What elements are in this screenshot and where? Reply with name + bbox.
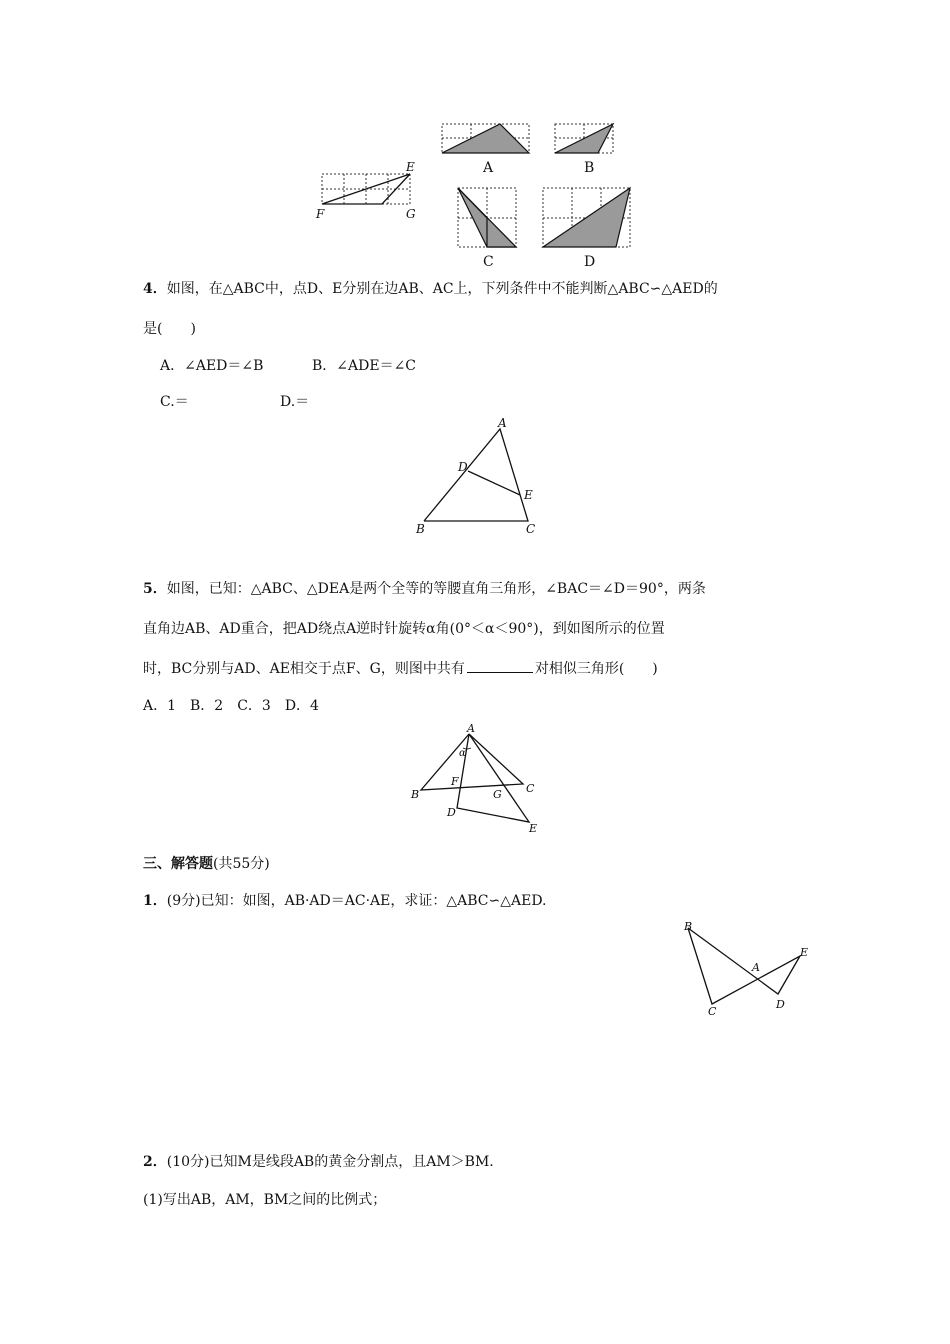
option-a-label: A [483, 160, 494, 176]
q4-option-d: D.＝ [280, 394, 310, 410]
option-b-label: B [584, 160, 595, 176]
q5-text1: 如图，已知：△ABC、△DEA是两个全等的等腰直角三角形，∠BAC＝∠D＝90°，两条 [166, 581, 706, 597]
q4-option-c: C.＝ [160, 394, 189, 410]
q5-label-b: B [411, 788, 420, 801]
p1-text: (9分)已知：如图，AB·AD＝AC·AE，求证：△ABC∽△AED. [166, 893, 547, 909]
option-d-label: D [584, 254, 596, 268]
section-title: 三、解答题 [143, 856, 213, 872]
p2-line [143, 1151, 494, 1171]
q4-label-b: B [416, 522, 425, 536]
q5-line2: 直角边AB、AD重合，把AD绕点A逆时针旋转α角(0°＜α＜90°)，到如图所示的位置 [143, 621, 665, 637]
label-f: F [316, 207, 325, 221]
option-c-label: C [483, 254, 494, 268]
q4-text2: 是( ) [143, 321, 196, 337]
q4-option-b: B．∠ADE＝∠C [312, 358, 417, 374]
q5-label-g: G [493, 788, 502, 801]
p1-line [143, 890, 547, 910]
q5-label-alpha: α [459, 748, 466, 759]
q5-label-c: C [526, 782, 535, 795]
q5-text3a: 时，BC分别与AD、AE相交于点F、G，则图中共有 [143, 661, 465, 677]
q4-label-c: C [526, 522, 536, 536]
grid-triangle-figure [310, 118, 650, 268]
q5-label-e: E [529, 822, 538, 835]
p1-label-e: E [800, 946, 809, 959]
q4-option-a: A．∠AED＝∠B [160, 358, 264, 374]
q5-label-d: D [447, 806, 456, 819]
p2-number: 2． [143, 1154, 167, 1170]
p1-label-b: B [684, 920, 693, 933]
p1-label-c: C [708, 1005, 717, 1018]
label-e: E [406, 160, 415, 174]
q4-number: 4． [143, 281, 167, 297]
section-heading [143, 853, 270, 873]
p2-sub1: (1)写出AB，AM，BM之间的比例式； [143, 1192, 387, 1208]
q5-line3 [143, 658, 658, 678]
p1-number: 1． [143, 893, 167, 909]
q4-label-a: A [498, 416, 507, 430]
p2-text: (10分)已知M是线段AB的黄金分割点，且AM＞BM. [166, 1154, 494, 1170]
q5-line1 [143, 578, 706, 598]
q4-label-e: E [524, 488, 533, 502]
q4-triangle-figure [410, 415, 550, 540]
label-g: G [406, 207, 416, 221]
p1-label-a: A [752, 961, 760, 974]
q4-text: 如图，在△ABC中，点D、E分别在边AB、AC上，下列条件中不能判断△ABC∽△AED的 [166, 281, 718, 297]
q5-triangles-figure [405, 722, 555, 837]
q4-label-d: D [458, 460, 468, 474]
p1-figure [678, 918, 813, 1023]
q5-text3b: 对相似三角形( ) [534, 661, 658, 677]
q5-number: 5． [143, 581, 167, 597]
q5-label-f: F [451, 775, 459, 788]
p1-label-d: D [776, 998, 785, 1011]
q5-options: A．1 B．2 C．3 D．4 [143, 698, 319, 714]
q5-label-a: A [467, 722, 475, 735]
q4-line1 [143, 278, 718, 298]
section-score: (共55分) [213, 856, 270, 872]
answer-blank[interactable] [467, 671, 533, 673]
